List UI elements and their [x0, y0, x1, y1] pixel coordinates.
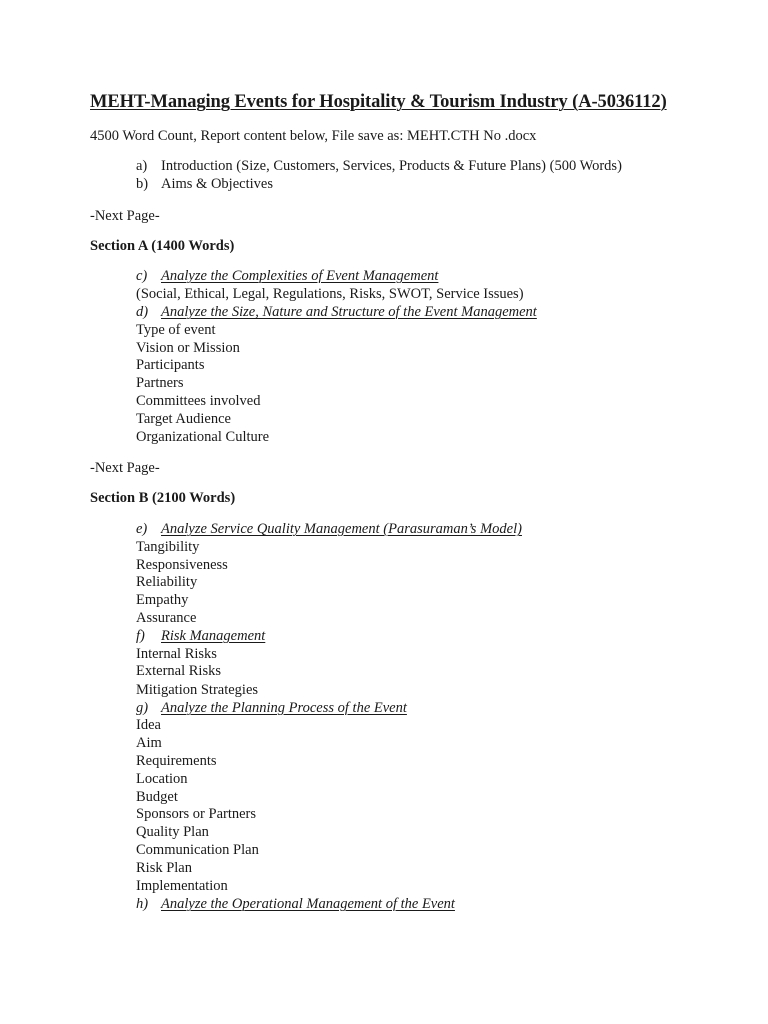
intro-line: 4500 Word Count, Report content below, File save as: MEHT.CTH No .docx	[90, 128, 537, 144]
list-item: Assurance	[136, 610, 197, 626]
heading-letter: f)	[136, 628, 145, 644]
next-page-marker: -Next Page-	[90, 208, 160, 224]
list-item: Committees involved	[136, 393, 261, 409]
c-detail: (Social, Ethical, Legal, Regulations, Risks, SWOT, Service Issues)	[136, 286, 524, 302]
list-item: Empathy	[136, 592, 189, 608]
list-item: Mitigation Strategies	[136, 682, 259, 698]
list-item-a	[136, 157, 622, 175]
list-item: Target Audience	[136, 411, 231, 427]
heading-letter: c)	[136, 268, 148, 284]
list-item: Implementation	[136, 878, 228, 894]
list-item: Tangibility	[136, 539, 200, 555]
list-letter: b)	[136, 176, 149, 192]
section-b-title: Section B (2100 Words)	[90, 490, 236, 506]
list-item: Participants	[136, 357, 205, 373]
list-item: Responsiveness	[136, 557, 228, 573]
list-item: Type of event	[136, 322, 216, 338]
heading-f	[136, 627, 265, 645]
list-item: Location	[136, 771, 188, 787]
list-item: Requirements	[136, 753, 217, 769]
list-item: Vision or Mission	[136, 340, 240, 356]
list-item: Sponsors or Partners	[136, 806, 257, 822]
list-letter: a)	[136, 158, 148, 174]
heading-text: Analyze the Operational Management of the Event	[161, 896, 455, 912]
list-item: Partners	[136, 375, 184, 391]
list-item: Reliability	[136, 574, 198, 590]
document-title: MEHT-Managing Events for Hospitality & Tourism Industry (A-5036112)	[90, 92, 667, 112]
heading-text: Analyze Service Quality Management (Parasuraman’s Model)	[161, 521, 522, 537]
list-item: Internal Risks	[136, 646, 217, 662]
heading-text: Analyze the Planning Process of the Event	[161, 700, 407, 716]
heading-letter: e)	[136, 521, 148, 537]
list-item: Quality Plan	[136, 824, 209, 840]
list-item: Budget	[136, 789, 178, 805]
list-text: Introduction (Size, Customers, Services, Products & Future Plans) (500 Words)	[161, 158, 622, 174]
list-item-b	[136, 175, 273, 193]
heading-h	[136, 895, 455, 913]
heading-c	[136, 267, 438, 285]
heading-e	[136, 520, 522, 538]
section-a-title: Section A (1400 Words)	[90, 238, 235, 254]
heading-d	[136, 303, 537, 321]
heading-letter: g)	[136, 700, 149, 716]
heading-g	[136, 699, 407, 717]
heading-letter: d)	[136, 304, 149, 320]
list-item: Communication Plan	[136, 842, 259, 858]
list-item: Organizational Culture	[136, 429, 270, 445]
list-item: Risk Plan	[136, 860, 192, 876]
list-text: Aims & Objectives	[161, 176, 273, 192]
list-item: External Risks	[136, 663, 221, 679]
list-item: Aim	[136, 735, 162, 751]
heading-text: Analyze the Size, Nature and Structure of the Event Management	[161, 304, 537, 320]
heading-text: Risk Management	[161, 628, 266, 644]
list-item: Idea	[136, 717, 161, 733]
next-page-marker: -Next Page-	[90, 460, 160, 476]
heading-letter: h)	[136, 896, 149, 912]
heading-text: Analyze the Complexities of Event Management	[161, 268, 439, 284]
